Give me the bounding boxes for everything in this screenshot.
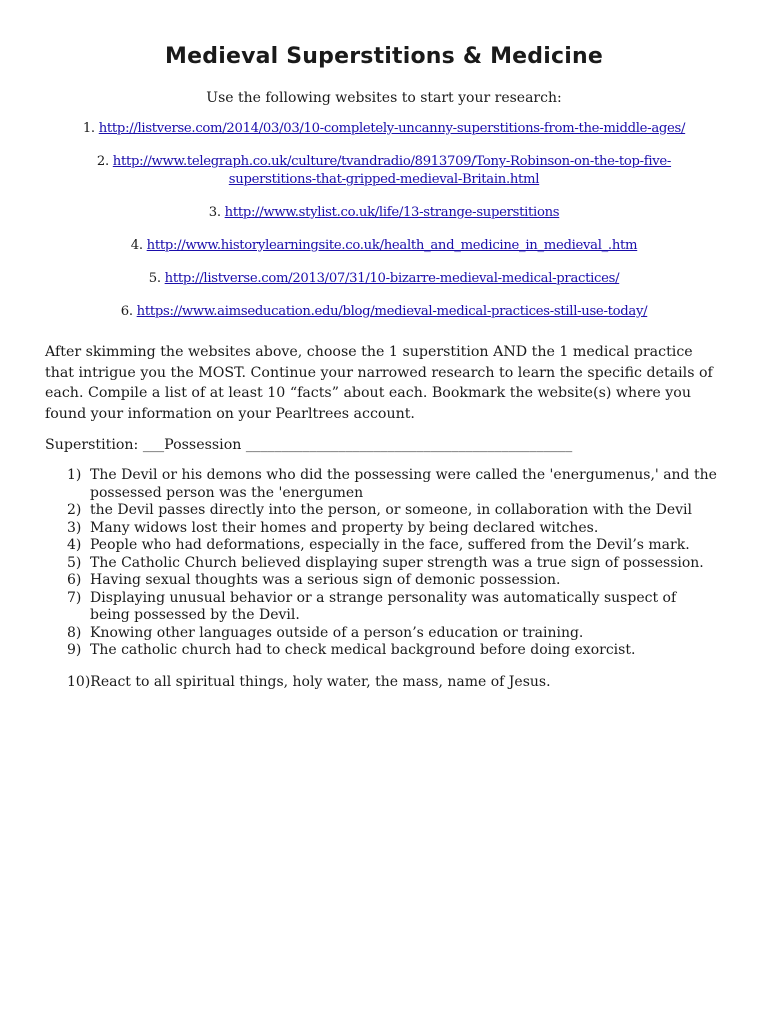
website-number: 2. — [96, 154, 109, 169]
fact-item — [67, 537, 717, 555]
fact-text: Many widows lost their homes and property by being declared witches. — [90, 519, 599, 536]
page-title: Medieval Superstitions & Medicine — [165, 44, 603, 69]
website-number: 4. — [130, 238, 143, 253]
website-item — [40, 270, 728, 288]
fact-number: 10) — [67, 673, 91, 690]
fact-item — [67, 590, 717, 625]
website-item — [40, 120, 728, 138]
website-number: 1. — [82, 121, 95, 136]
fact-text: Having sexual thoughts was a serious sign of demonic possession. — [90, 572, 561, 588]
website-link[interactable]: http://listverse.com/2013/07/31/10-bizarre-medieval-medical-practices/ — [164, 271, 620, 286]
instructions-paragraph: After skimming the websites above, choose the 1 superstition AND the 1 medical practice that intrigue you the MOST. Continue your narrowed research to learn the specific details of each. Compile a list of at least 10 “facts” about each. Bookmark the website(s) where you found your information on your Pearltrees account. — [45, 344, 713, 422]
fact-text: The catholic church had to check medical background before doing exorcist. — [90, 642, 636, 658]
fact-number: 5) — [67, 554, 82, 571]
fact-number: 2) — [67, 502, 82, 518]
fact-item — [67, 502, 717, 520]
website-list — [40, 120, 728, 336]
website-link[interactable]: http://www.historylearningsite.co.uk/health_and_medicine_in_medieval_.htm — [146, 238, 638, 253]
fact-number: 8) — [67, 624, 82, 641]
superstition-field: Superstition: ___Possession ______________________________________________ — [45, 437, 573, 453]
fact-item — [67, 642, 717, 660]
website-item — [40, 237, 728, 255]
fact-text: Knowing other languages outside of a person’s education or training. — [90, 624, 584, 641]
website-link[interactable]: http://www.stylist.co.uk/life/13-strange-superstitions — [224, 205, 560, 220]
fact-text: Displaying unusual behavior or a strange personality was automatically suspect of being possessed by the Devil. — [90, 589, 677, 623]
fact-text: The Devil or his demons who did the possessing were called the 'energumenus,' and the possessed person was the 'energumen — [90, 467, 717, 501]
fact-text: The Catholic Church believed displaying super strength was a true sign of possession. — [90, 554, 704, 571]
fact-item — [67, 520, 717, 538]
fact-item — [67, 674, 717, 692]
website-link[interactable]: http://listverse.com/2014/03/03/10-completely-uncanny-superstitions-from-the-middle-ages/ — [98, 121, 686, 136]
fact-item — [67, 467, 717, 502]
facts-list — [67, 467, 717, 691]
fact-number: 3) — [67, 519, 82, 536]
website-item — [40, 204, 728, 222]
fact-number: 7) — [67, 589, 82, 606]
website-item — [40, 303, 728, 321]
website-number: 3. — [208, 205, 221, 220]
intro-text: Use the following websites to start your research: — [206, 90, 562, 106]
fact-number: 9) — [67, 642, 82, 658]
website-link[interactable]: http://www.telegraph.co.uk/culture/tvandradio/8913709/Tony-Robinson-on-the-top-five-superstitions-that-gripped-medieval-Britain.html — [112, 154, 672, 187]
fact-text: React to all spiritual things, holy water, the mass, name of Jesus. — [90, 673, 551, 690]
fact-item — [67, 625, 717, 643]
fact-item — [67, 572, 717, 590]
website-item — [64, 153, 704, 189]
website-link[interactable]: https://www.aimseducation.edu/blog/medieval-medical-practices-still-use-today/ — [136, 304, 648, 319]
website-number: 6. — [120, 304, 133, 319]
fact-text: People who had deformations, especially in the face, suffered from the Devil’s mark. — [90, 537, 690, 553]
website-number: 5. — [148, 271, 161, 286]
fact-number: 6) — [67, 572, 82, 588]
fact-number: 4) — [67, 537, 82, 553]
fact-text: the Devil passes directly into the person, or someone, in collaboration with the Devil — [90, 502, 692, 518]
fact-item — [67, 555, 717, 573]
fact-number: 1) — [67, 467, 82, 483]
